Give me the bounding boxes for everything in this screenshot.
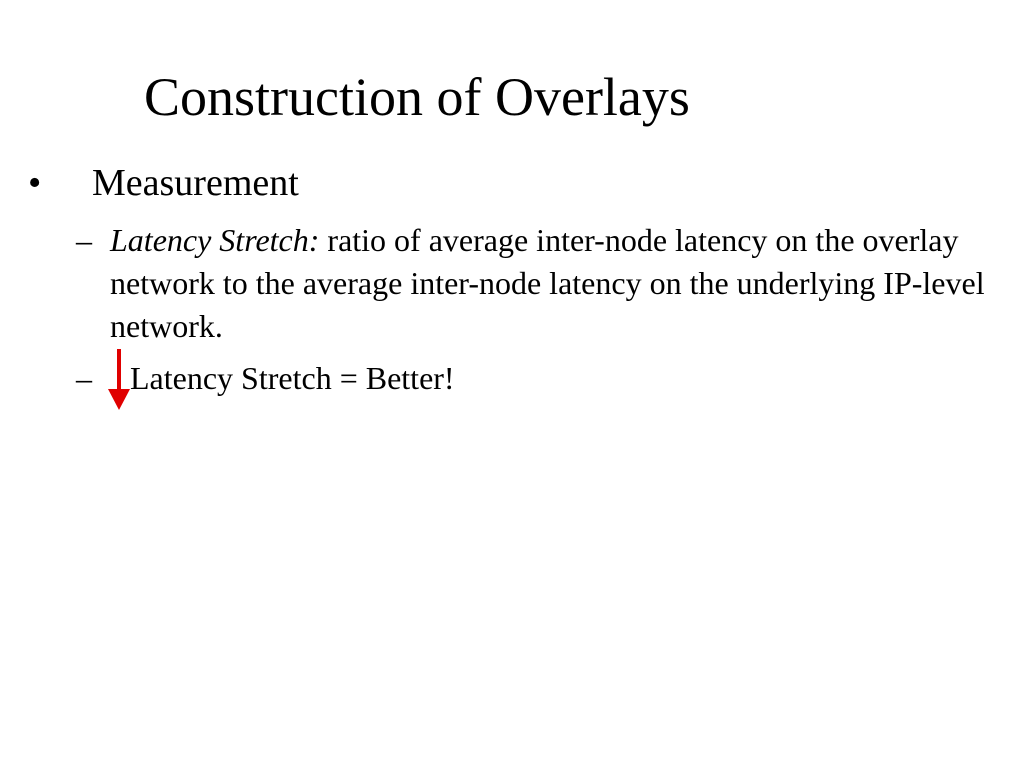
dash-marker: – [76, 360, 92, 396]
sub-item-body [110, 219, 990, 348]
dash-marker: – [76, 222, 92, 258]
definition-text: ratio of average inter-node latency on the overlay network to the average inter-node latency on the underlying IP-level network. [110, 222, 985, 344]
term-latency-stretch: Latency Stretch: [110, 222, 320, 258]
down-arrow-icon [108, 349, 130, 411]
bullet-item-measurement [28, 158, 299, 208]
slide-title: Construction of Overlays [144, 67, 690, 127]
statement-text: Latency Stretch = Better! [130, 360, 455, 396]
bullet-text: Measurement [92, 162, 299, 204]
bullet-marker: • [28, 162, 42, 204]
sub-item-body [130, 357, 1010, 400]
